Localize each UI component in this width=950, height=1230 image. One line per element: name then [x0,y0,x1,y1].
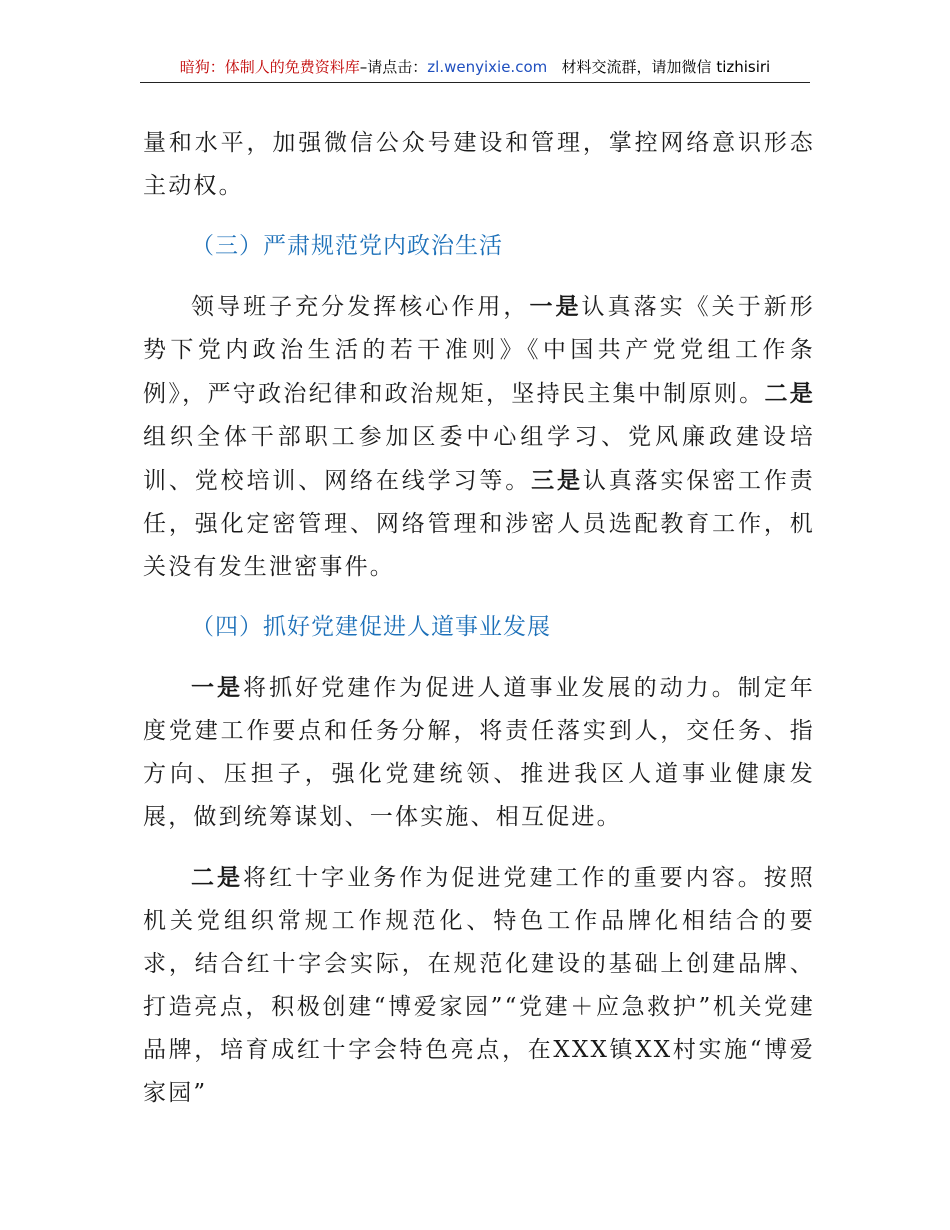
header-link[interactable]: zl.wenyixie.com [427,58,548,76]
section-heading-3: （三）严肃规范党内政治生活 [191,233,503,259]
header-prompt: –请点击： [359,58,428,76]
section-heading-4: （四）抓好党建促进人道事业发展 [191,614,551,640]
paragraph-2-bold-1: 一是 [529,293,582,320]
paragraph-1: 量和水平，加强微信公众号建设和管理，掌控网络意识形态主动权。 [143,130,815,199]
paragraph-3 [143,666,815,839]
paragraph-gap [143,839,815,856]
paragraph-2-text-c: 认真落实《关于新形势下党内政治生活的若干准则》《中国共产党党组工作条例》，严守政治纪律和政治规矩，坚持民主集中制原则。 [143,294,815,407]
paragraph-2-text-d: 组织全体干部职工参加区委中心组学习、党风廉政建设培训、党校培训、网络在线学习等。 [143,424,815,494]
header-brand: 暗狗：体制人的免费资料库 [179,58,360,76]
paragraph-2-bold-3: 三是 [531,467,583,494]
paragraph-2 [143,285,815,589]
paragraph-4-bold-1: 二是 [191,864,244,891]
paragraph-4-text: 将红十字业务作为促进党建工作的重要内容。按照机关党组织常规工作规范化、特色工作品牌化相结合的要求，结合红十字会实际，在规范化建设的基础上创建品牌、打造亮点，积极创建“博爱家园”“党建＋应急救护”机关党建品牌，培育成红十字会特色亮点，在XXX镇XX村实施“博爱家园” [143,865,815,1106]
header-contact: 材料交流群，请加微信 tizhisiri [561,58,771,76]
paragraph-4 [143,856,815,1115]
paragraph-3-bold-1: 一是 [191,674,244,701]
paragraph-3-text: 将抓好党建作为促进人道事业发展的动力。制定年度党建工作要点和任务分解，将责任落实到人，交任务、指方向、压担子，强化党建统领、推进我区人道事业健康发展，做到统筹谋划、一体实施、相互促进。 [143,675,815,830]
paragraph-2-text-a: 领导班子充分发挥核心作用， [191,294,530,320]
page-header [140,56,810,83]
paragraph-2-text-e: 认真落实保密工作责任，强化定密管理、网络管理和涉密人员选配教育工作，机关没有发生泄密事件。 [143,468,815,580]
document-body [143,122,815,1115]
paragraph-2-bold-2: 二是 [764,380,816,407]
